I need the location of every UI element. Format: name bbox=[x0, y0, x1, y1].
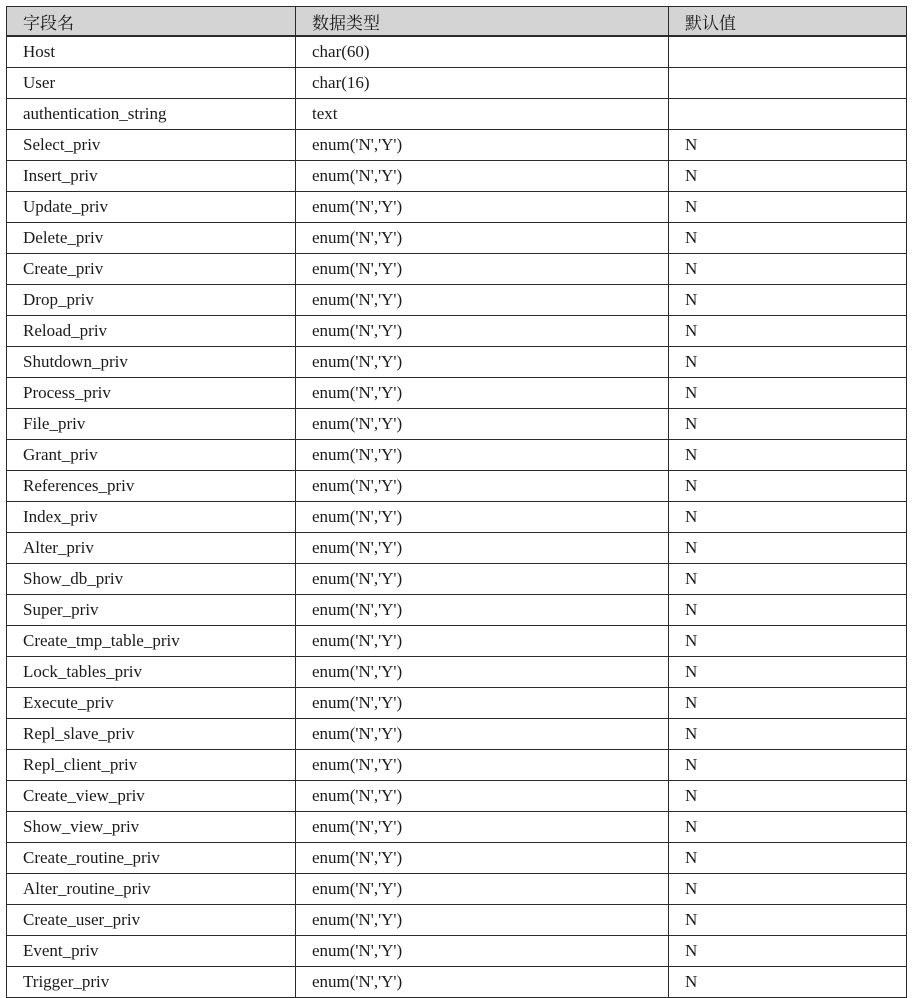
field-name-cell: Delete_priv bbox=[7, 223, 296, 254]
table-row bbox=[7, 812, 907, 843]
field-name-cell: authentication_string bbox=[7, 99, 296, 130]
default-value-cell: N bbox=[669, 285, 907, 316]
table-body bbox=[7, 36, 907, 998]
table-row bbox=[7, 99, 907, 130]
data-type-cell: enum('N','Y') bbox=[296, 688, 669, 719]
data-type-cell: enum('N','Y') bbox=[296, 874, 669, 905]
default-value-cell: N bbox=[669, 254, 907, 285]
field-name-cell: Shutdown_priv bbox=[7, 347, 296, 378]
default-value-cell: N bbox=[669, 564, 907, 595]
table-row bbox=[7, 409, 907, 440]
default-value-cell bbox=[669, 99, 907, 130]
default-value-cell: N bbox=[669, 626, 907, 657]
field-name-cell: Index_priv bbox=[7, 502, 296, 533]
default-value-cell: N bbox=[669, 905, 907, 936]
column-header-data-type: 数据类型 bbox=[296, 7, 669, 37]
table-row bbox=[7, 502, 907, 533]
table-row bbox=[7, 347, 907, 378]
field-name-cell: User bbox=[7, 68, 296, 99]
table-row bbox=[7, 316, 907, 347]
data-type-cell: enum('N','Y') bbox=[296, 843, 669, 874]
field-name-cell: References_priv bbox=[7, 471, 296, 502]
field-name-cell: Create_view_priv bbox=[7, 781, 296, 812]
column-header-default-value: 默认值 bbox=[669, 7, 907, 37]
field-name-cell: Repl_client_priv bbox=[7, 750, 296, 781]
default-value-cell: N bbox=[669, 967, 907, 998]
default-value-cell: N bbox=[669, 378, 907, 409]
default-value-cell: N bbox=[669, 719, 907, 750]
data-type-cell: enum('N','Y') bbox=[296, 192, 669, 223]
field-name-cell: Alter_priv bbox=[7, 533, 296, 564]
field-name-cell: Create_user_priv bbox=[7, 905, 296, 936]
field-name-cell: Create_routine_priv bbox=[7, 843, 296, 874]
table-row bbox=[7, 192, 907, 223]
table-row bbox=[7, 719, 907, 750]
field-name-cell: Select_priv bbox=[7, 130, 296, 161]
data-type-cell: enum('N','Y') bbox=[296, 161, 669, 192]
table-row bbox=[7, 967, 907, 998]
default-value-cell: N bbox=[669, 750, 907, 781]
default-value-cell: N bbox=[669, 316, 907, 347]
data-type-cell: enum('N','Y') bbox=[296, 316, 669, 347]
field-name-cell: Trigger_priv bbox=[7, 967, 296, 998]
data-type-cell: enum('N','Y') bbox=[296, 626, 669, 657]
data-type-cell: enum('N','Y') bbox=[296, 905, 669, 936]
table-row bbox=[7, 874, 907, 905]
field-name-cell: Event_priv bbox=[7, 936, 296, 967]
field-name-cell: Create_priv bbox=[7, 254, 296, 285]
default-value-cell: N bbox=[669, 533, 907, 564]
data-type-cell: enum('N','Y') bbox=[296, 254, 669, 285]
field-name-cell: Alter_routine_priv bbox=[7, 874, 296, 905]
data-type-cell: enum('N','Y') bbox=[296, 502, 669, 533]
field-name-cell: File_priv bbox=[7, 409, 296, 440]
table-row bbox=[7, 564, 907, 595]
data-type-cell: enum('N','Y') bbox=[296, 750, 669, 781]
default-value-cell: N bbox=[669, 874, 907, 905]
default-value-cell: N bbox=[669, 130, 907, 161]
data-type-cell: enum('N','Y') bbox=[296, 409, 669, 440]
table-row bbox=[7, 254, 907, 285]
table-row bbox=[7, 223, 907, 254]
data-type-cell: enum('N','Y') bbox=[296, 347, 669, 378]
data-type-cell: enum('N','Y') bbox=[296, 781, 669, 812]
default-value-cell: N bbox=[669, 843, 907, 874]
data-type-cell: enum('N','Y') bbox=[296, 719, 669, 750]
field-definition-table bbox=[6, 6, 907, 998]
default-value-cell: N bbox=[669, 657, 907, 688]
table-row bbox=[7, 688, 907, 719]
default-value-cell: N bbox=[669, 688, 907, 719]
default-value-cell: N bbox=[669, 812, 907, 843]
data-type-cell: enum('N','Y') bbox=[296, 564, 669, 595]
field-name-cell: Repl_slave_priv bbox=[7, 719, 296, 750]
data-type-cell: enum('N','Y') bbox=[296, 130, 669, 161]
default-value-cell: N bbox=[669, 161, 907, 192]
default-value-cell: N bbox=[669, 192, 907, 223]
field-name-cell: Grant_priv bbox=[7, 440, 296, 471]
field-name-cell: Update_priv bbox=[7, 192, 296, 223]
field-name-cell: Execute_priv bbox=[7, 688, 296, 719]
table-row bbox=[7, 161, 907, 192]
table-row bbox=[7, 750, 907, 781]
table-row bbox=[7, 440, 907, 471]
table-row bbox=[7, 657, 907, 688]
data-type-cell: char(16) bbox=[296, 68, 669, 99]
table-header bbox=[7, 7, 907, 37]
field-name-cell: Show_db_priv bbox=[7, 564, 296, 595]
column-header-field-name: 字段名 bbox=[7, 7, 296, 37]
data-type-cell: enum('N','Y') bbox=[296, 223, 669, 254]
default-value-cell: N bbox=[669, 347, 907, 378]
data-type-cell: enum('N','Y') bbox=[296, 595, 669, 626]
default-value-cell bbox=[669, 36, 907, 68]
data-type-cell: enum('N','Y') bbox=[296, 936, 669, 967]
data-type-cell: text bbox=[296, 99, 669, 130]
field-name-cell: Process_priv bbox=[7, 378, 296, 409]
default-value-cell: N bbox=[669, 595, 907, 626]
table-row bbox=[7, 68, 907, 99]
field-table-container bbox=[6, 6, 906, 998]
default-value-cell: N bbox=[669, 471, 907, 502]
data-type-cell: enum('N','Y') bbox=[296, 285, 669, 316]
default-value-cell: N bbox=[669, 409, 907, 440]
field-name-cell: Reload_priv bbox=[7, 316, 296, 347]
table-row bbox=[7, 471, 907, 502]
data-type-cell: char(60) bbox=[296, 36, 669, 68]
header-row bbox=[7, 7, 907, 37]
default-value-cell: N bbox=[669, 781, 907, 812]
field-name-cell: Host bbox=[7, 36, 296, 68]
data-type-cell: enum('N','Y') bbox=[296, 812, 669, 843]
default-value-cell bbox=[669, 68, 907, 99]
table-row bbox=[7, 781, 907, 812]
table-row bbox=[7, 905, 907, 936]
field-name-cell: Drop_priv bbox=[7, 285, 296, 316]
field-name-cell: Super_priv bbox=[7, 595, 296, 626]
table-row bbox=[7, 533, 907, 564]
table-row bbox=[7, 130, 907, 161]
table-row bbox=[7, 378, 907, 409]
field-name-cell: Create_tmp_table_priv bbox=[7, 626, 296, 657]
table-row bbox=[7, 843, 907, 874]
data-type-cell: enum('N','Y') bbox=[296, 967, 669, 998]
data-type-cell: enum('N','Y') bbox=[296, 533, 669, 564]
field-name-cell: Show_view_priv bbox=[7, 812, 296, 843]
table-row bbox=[7, 285, 907, 316]
data-type-cell: enum('N','Y') bbox=[296, 657, 669, 688]
table-row bbox=[7, 36, 907, 68]
default-value-cell: N bbox=[669, 936, 907, 967]
default-value-cell: N bbox=[669, 502, 907, 533]
field-name-cell: Insert_priv bbox=[7, 161, 296, 192]
data-type-cell: enum('N','Y') bbox=[296, 378, 669, 409]
default-value-cell: N bbox=[669, 440, 907, 471]
data-type-cell: enum('N','Y') bbox=[296, 471, 669, 502]
default-value-cell: N bbox=[669, 223, 907, 254]
data-type-cell: enum('N','Y') bbox=[296, 440, 669, 471]
field-name-cell: Lock_tables_priv bbox=[7, 657, 296, 688]
table-row bbox=[7, 595, 907, 626]
table-row bbox=[7, 626, 907, 657]
table-row bbox=[7, 936, 907, 967]
